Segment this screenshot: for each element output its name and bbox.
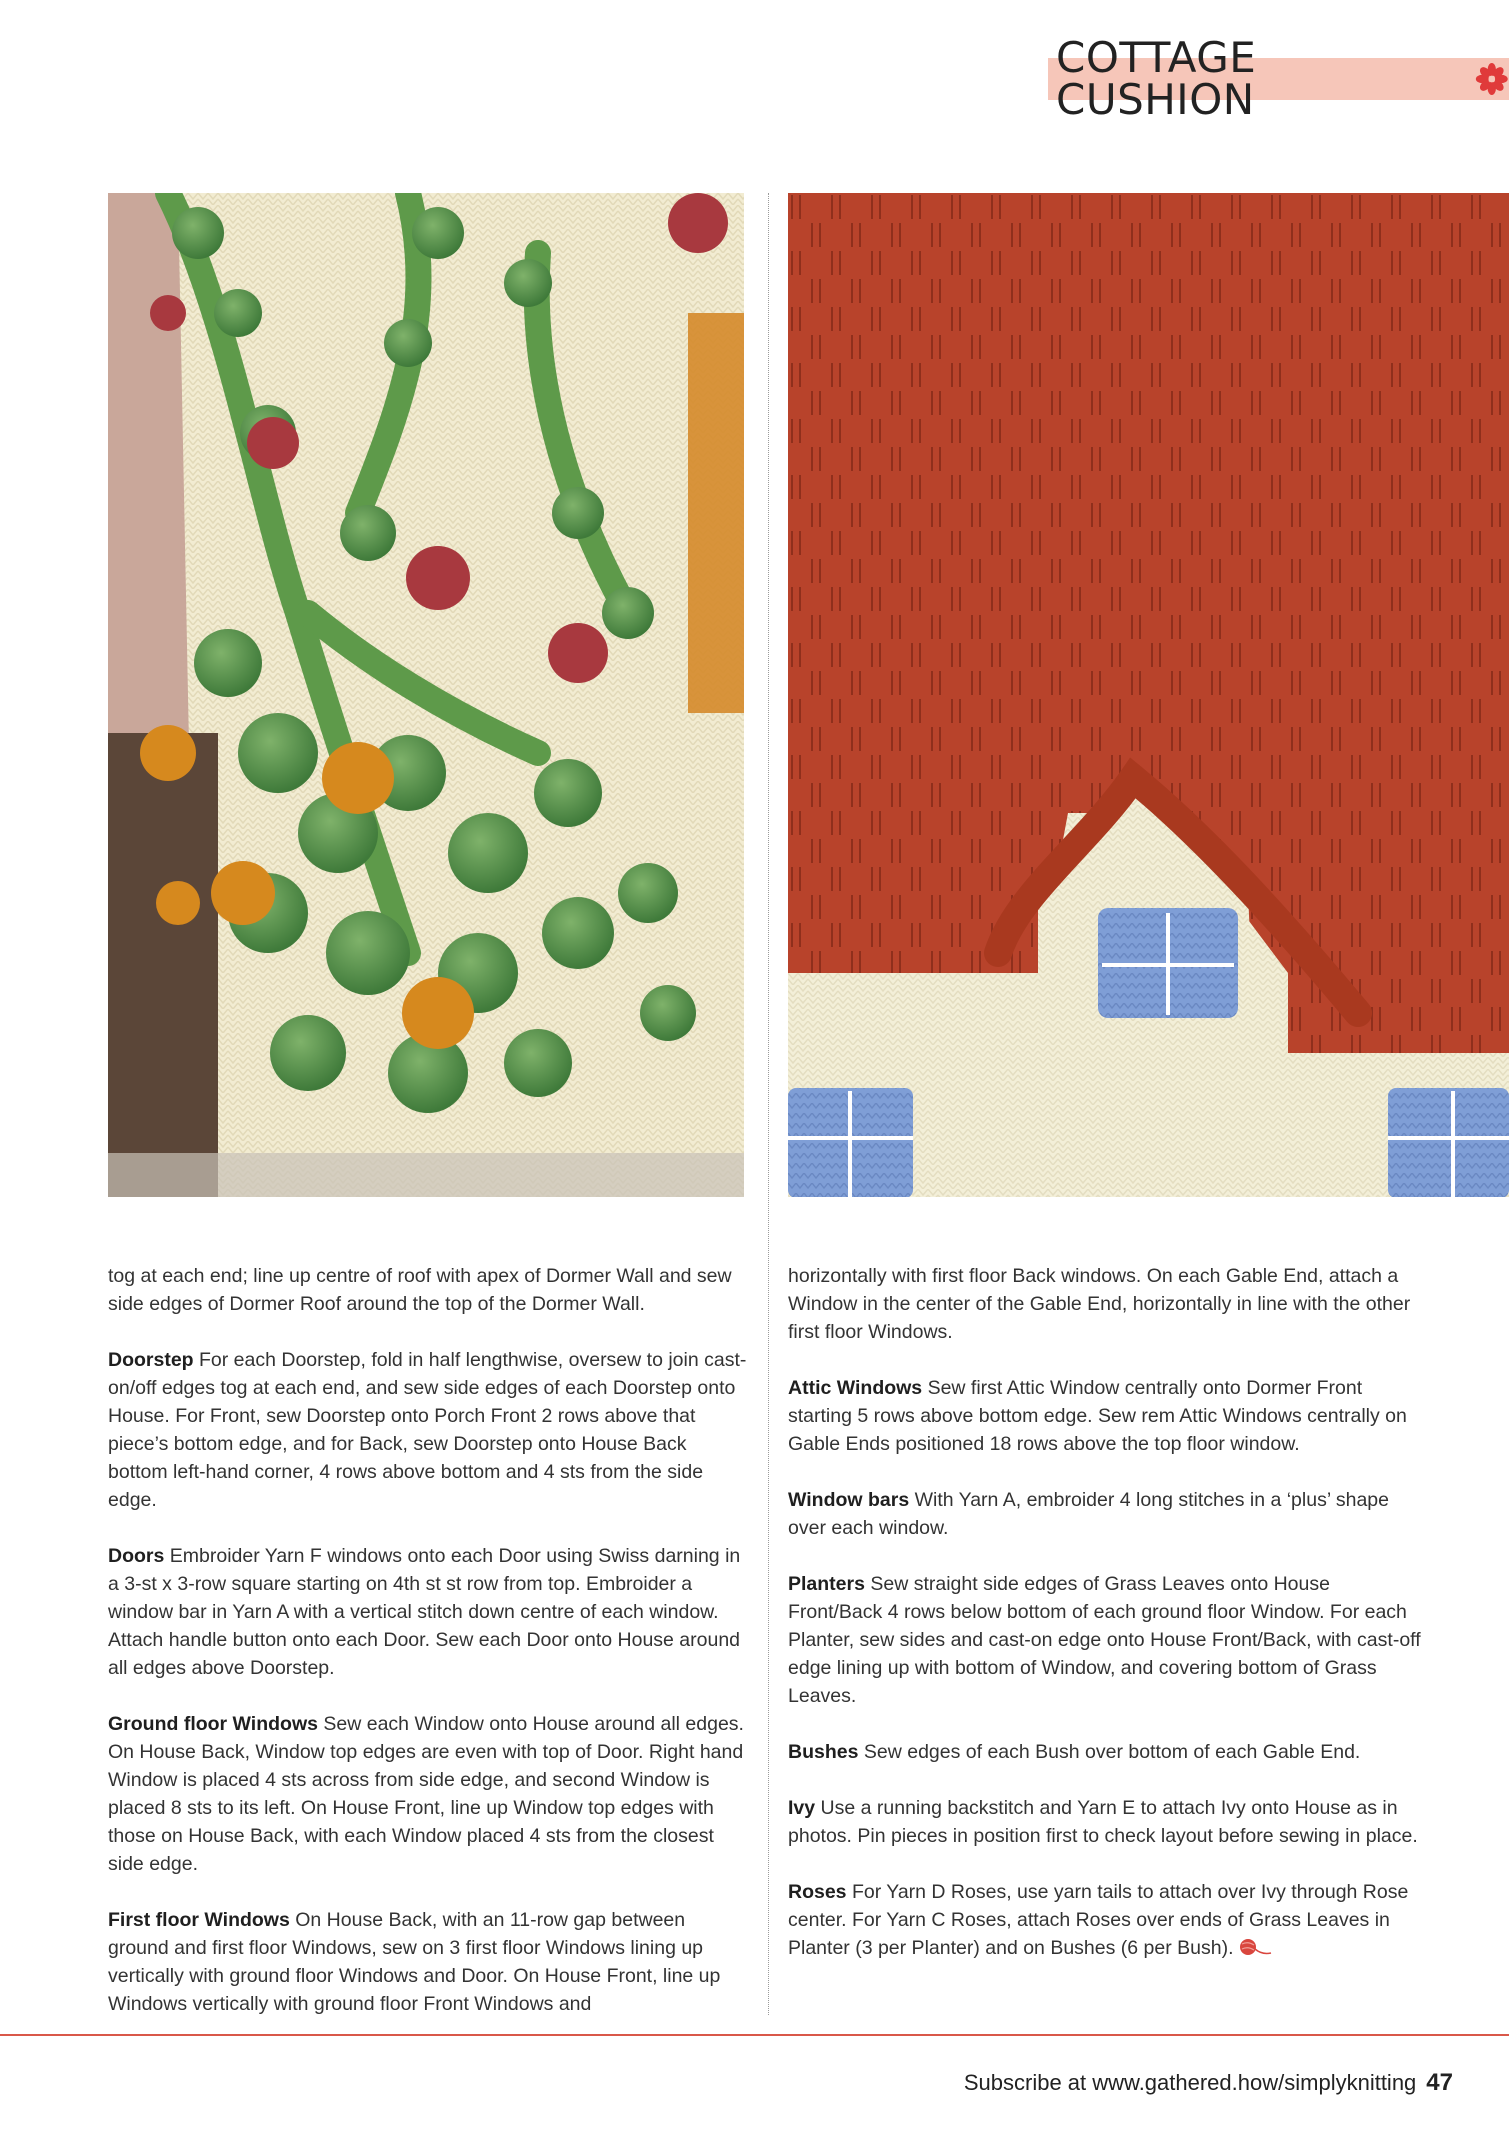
right-text-column [788,1262,1428,1990]
paragraph-attic-windows: Attic Windows Sew first Attic Window centrally onto Dormer Front starting 5 rows above bottom edge. Sew rem Attic Windows centrally on Gable Ends positioned 18 rows above the top floor window. [788,1377,1407,1455]
paragraph-doorstep: Doorstep For each Doorstep, fold in half lengthwise, oversew to join cast-on/off edges tog at each end, and sew side edges of each Doorstep onto House. For Front, sew Doorstep onto Porch Front 2 rows above that piece’s bottom edge, and for Back, sew Doorstep onto House Back bottom left-hand corner, 4 rows above bottom and 4 sts from the side edge. [108,1349,747,1511]
heading-bushes: Bushes [788,1741,859,1763]
heading-attic-windows: Attic Windows [788,1377,923,1399]
yarn-ball-end-icon [1238,1937,1272,1957]
heading-doorstep: Doorstep [108,1349,194,1371]
section-title: COTTAGE CUSHION [1056,33,1257,124]
paragraph-ground-floor-windows: Ground floor Windows Sew each Window onto House around all edges. On House Back, Window top edges are even with top of Door. Right hand Window is placed 4 sts across from side edge, and second Window is placed 8 sts to its left. On House Front, line up Window top edges with those on House Back, with each Window placed 4 sts from the closest side edge. [108,1713,744,1875]
page-number: 47 [1426,2069,1453,2096]
heading-doors: Doors [108,1545,165,1567]
roof-attic-window-photo [788,193,1509,1197]
paragraph-window-bars: Window bars With Yarn A, embroider 4 long stitches in a ‘plus’ shape over each window. [788,1489,1389,1539]
paragraph-bushes: Bushes Sew edges of each Bush over bottom of each Gable End. [788,1741,1361,1763]
flower-icon [1475,62,1509,96]
heading-window-bars: Window bars [788,1489,910,1511]
paragraph: tog at each end; line up centre of roof with apex of Dormer Wall and sew side edges of Dormer Roof around the top of the Dormer Wall. [108,1265,732,1315]
paragraph: horizontally with first floor Back windows. On each Gable End, attach a Window in the center of the Gable End, horizontally in line with the other first floor Windows. [788,1265,1411,1343]
photo-roof-graphic [788,193,1509,1197]
photo-ivy-roses-graphic [108,193,744,1197]
column-divider [768,193,769,2015]
paragraph-roses: Roses For Yarn D Roses, use yarn tails to attach over Ivy through Rose center. For Yarn C Roses, attach Roses over ends of Grass Leaves in Planter (3 per Planter) and on Bushes (6 per Bush). [788,1881,1409,1959]
paragraph-first-floor-windows: First floor Windows On House Back, with an 11-row gap between ground and first floor Windows, sew on 3 first floor Windows lining up vertically with ground floor Windows and Door. On House Front, line up Windows vertically with ground floor Front Windows and [108,1909,721,2015]
heading-roses: Roses [788,1881,847,1903]
footer-rule [0,2034,1509,2036]
subscribe-link[interactable]: Subscribe at www.gathered.how/simplyknitting [963,2070,1417,2095]
heading-first-floor-windows: First floor Windows [108,1909,290,1931]
paragraph-ivy: Ivy Use a running backstitch and Yarn E to attach Ivy onto House as in photos. Pin pieces in position first to check layout before sewing in place. [788,1797,1418,1847]
section-header [1048,33,1509,124]
footer [964,2069,1453,2097]
heading-ground-floor-windows: Ground floor Windows [108,1713,318,1735]
paragraph-planters: Planters Sew straight side edges of Grass Leaves onto House Front/Back 4 rows below bottom of each ground floor Window. For each Planter, sew sides and cast-on edge onto House Front/Back, with cast-off edge lining up with bottom of Window, and covering bottom of Grass Leaves. [788,1573,1421,1707]
left-text-column [108,1262,748,2046]
paragraph-doors: Doors Embroider Yarn F windows onto each Door using Swiss darning in a 3-st x 3-row square starting on 4th st st row from top. Embroider a window bar in Yarn A with a vertical stitch down centre of each window. Attach handle button onto each Door. Sew each Door onto House around all edges above Doorstep. [108,1545,741,1679]
heading-planters: Planters [788,1573,865,1595]
ivy-roses-photo [108,193,744,1197]
heading-ivy: Ivy [788,1797,816,1819]
